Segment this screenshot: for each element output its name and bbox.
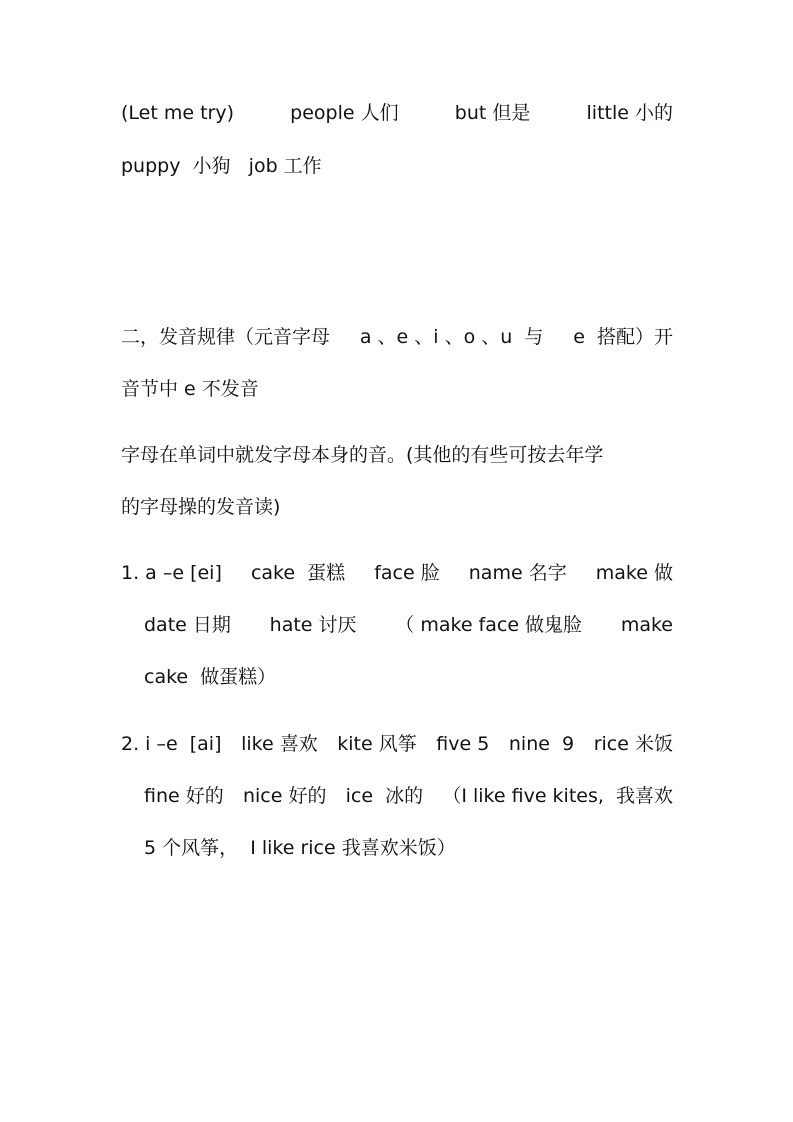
vocab-item: people 人们: [290, 102, 399, 124]
rule-item: cake 蛋糕: [250, 562, 346, 584]
rule-item: like 喜欢: [241, 733, 318, 755]
rule-1-line-3: cake 做蛋糕）: [144, 666, 277, 688]
section-2-intro-line-1: [121, 443, 673, 467]
rule-item: make 做: [595, 562, 673, 584]
rule-item: nine 9: [508, 733, 575, 755]
rule-item: name 名字: [468, 562, 567, 584]
rule-item: rice 米饭: [593, 733, 673, 755]
rule-item: （I like five kites, 我喜欢: [442, 785, 673, 807]
heading-part: e 搭配）开: [573, 326, 673, 348]
rule-2-line-1: [121, 732, 673, 756]
heading-part: 二，发音规律（元音字母: [121, 326, 331, 348]
rule-item: five 5: [436, 733, 490, 755]
vocab-line-1: [121, 101, 673, 125]
rule-item: ice 冰的: [345, 785, 424, 807]
section-2-heading-line-1: [121, 325, 673, 349]
vocab-item: little 小的: [586, 102, 673, 124]
rule-item: （ make face 做鬼脸: [395, 614, 583, 636]
vocab-item: but 但是: [454, 102, 531, 124]
rule-item: face 脸: [374, 562, 440, 584]
vocab-line-2: puppy 小狗 job 工作: [121, 155, 322, 177]
rule-item: fine 好的: [144, 785, 224, 807]
section-2-intro-line-2: 的字母操的发音读): [121, 496, 281, 518]
vocab-item: (Let me try): [121, 102, 234, 124]
rule-item: nice 好的: [242, 785, 327, 807]
heading-part: a 、e 、i 、o 、u 与: [359, 326, 544, 348]
section-2-heading-line-2: 音节中 e 不发音: [121, 378, 259, 400]
rule-2-line-2: [144, 784, 673, 808]
rule-2-line-3: 5 个风筝， I like rice 我喜欢米饭）: [144, 837, 456, 859]
rule-item: date 日期: [144, 614, 231, 636]
rule-item: 1. a –e [ei]: [121, 562, 222, 584]
rule-item: kite 风筝: [337, 733, 417, 755]
rule-item: 2. i –e [ai]: [121, 733, 222, 755]
rule-item: hate 讨厌: [269, 614, 357, 636]
rule-1-line-1: [121, 561, 673, 585]
rule-item: make: [620, 614, 673, 636]
intro-text: 字母在单词中就发字母本身的音。(其他的有些可按去年学: [121, 444, 604, 466]
rule-1-line-2: [144, 613, 673, 637]
